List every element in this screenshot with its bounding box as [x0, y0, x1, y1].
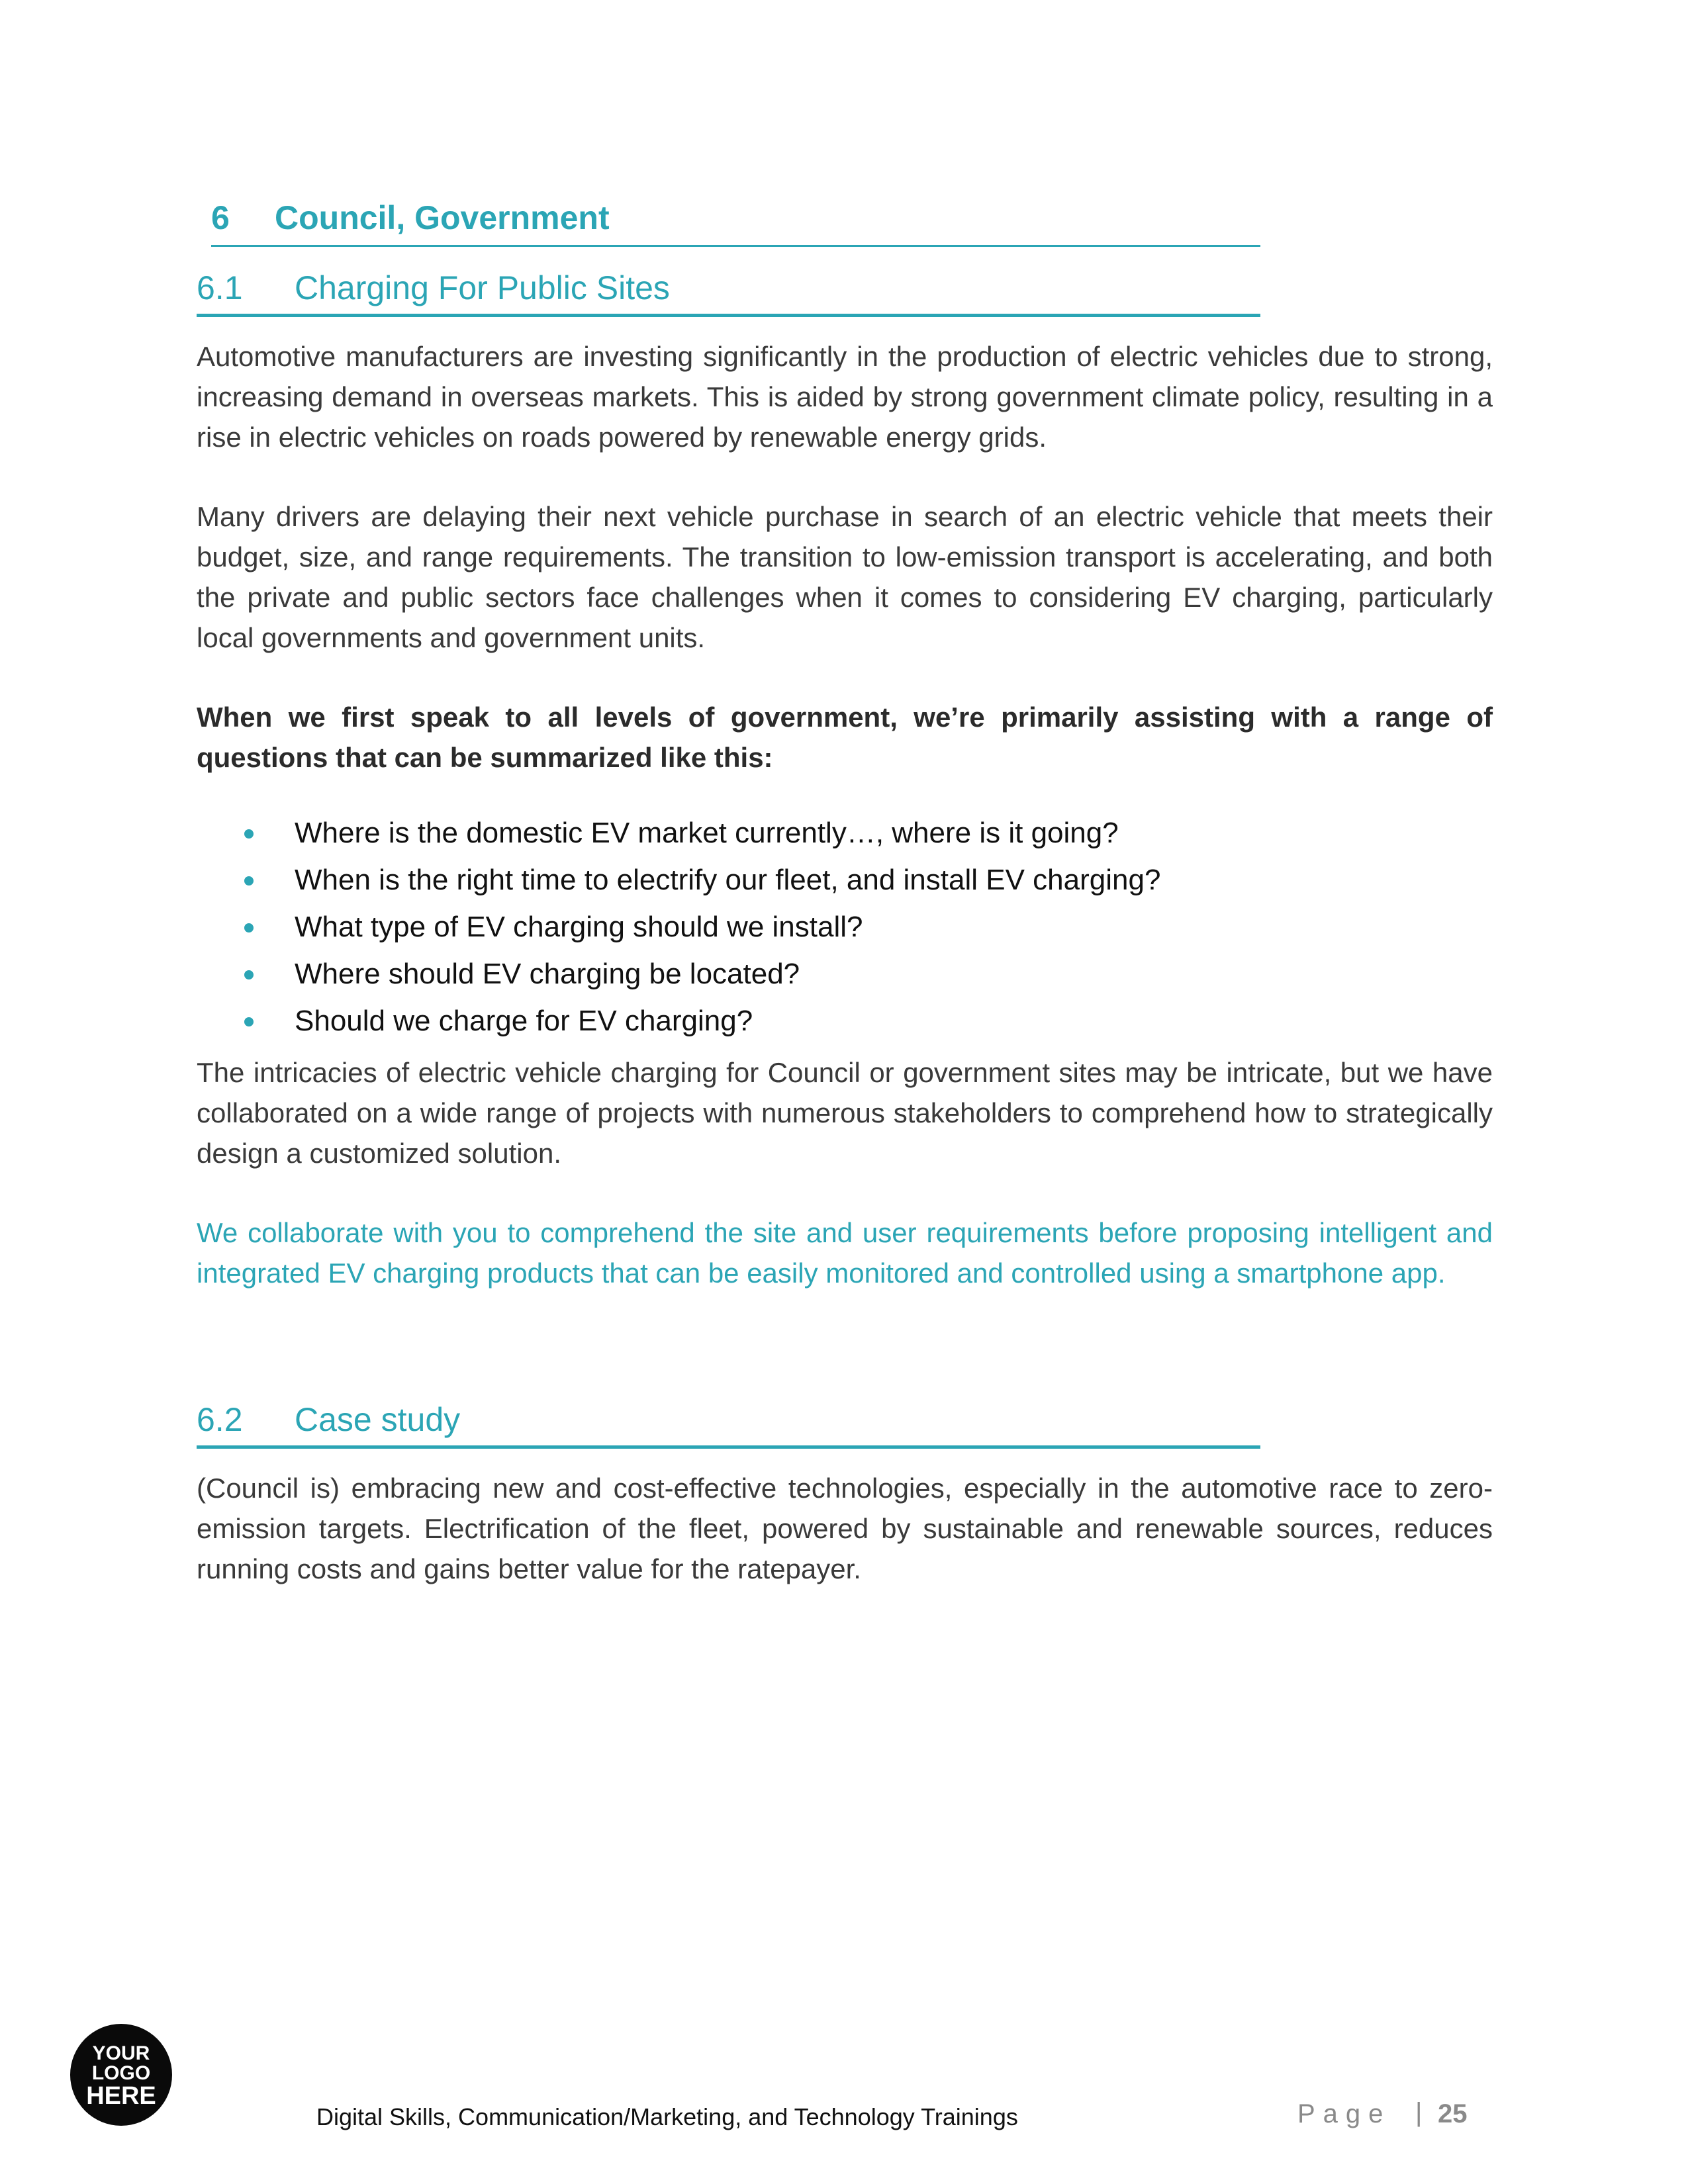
- bullet-icon: [244, 829, 254, 839]
- company-logo: YOUR LOGO HERE: [70, 2024, 172, 2126]
- list-item: When is the right time to electrify our fleet, and install EV charging?: [197, 860, 1493, 907]
- subsection-title: Charging For Public Sites: [295, 269, 670, 306]
- paragraph-case-study: (Council is) embracing new and cost-effective technologies, especially in the automotive race to zero-emission targets. Electrification of the fleet, powered by sustainable and renewable sources, reduces running costs and gains better value for the ratepayer.: [197, 1473, 1493, 1584]
- bullet-icon: [244, 876, 254, 886]
- subsection-number: 6.2: [197, 1401, 243, 1438]
- footer-title: Digital Skills, Communication/Marketing, and Technology Trainings: [316, 2103, 1018, 2130]
- paragraph-collaborate: We collaborate with you to comprehend the site and user requirements before proposing intelligent and integrated EV charging products that can be easily monitored and controlled using a smartphone app.: [197, 1217, 1493, 1289]
- section-number: 6: [211, 199, 230, 236]
- footer-page-label: Page: [1297, 2099, 1391, 2128]
- footer-page-number: 25: [1438, 2099, 1468, 2128]
- paragraph-drivers: Many drivers are delaying their next vehicle purchase in search of an electric vehicle that meets their budget, size, and range requirements. The transition to low-emission transport is accelerating, and both the private and public sectors face challenges when it comes to considering EV charging, particularly local governments and government units.: [197, 501, 1493, 653]
- bullet-icon: [244, 923, 254, 933]
- list-item: Where is the domestic EV market currently…, where is it going?: [197, 813, 1493, 860]
- list-item: Where should EV charging be located?: [197, 954, 1493, 1001]
- subsection-number: 6.1: [197, 269, 243, 306]
- section-heading: [211, 197, 1260, 247]
- paragraph-intro: Automotive manufacturers are investing significantly in the production of electric vehicles due to strong, increasing demand in overseas markets. This is aided by strong government climate policy, resulting in a rise in electric vehicles on roads powered by renewable energy grids.: [197, 341, 1493, 453]
- questions-list: [197, 813, 1493, 1048]
- paragraph-intricacies: The intricacies of electric vehicle charging for Council or government sites may be intricate, but we have collaborated on a wide range of projects with numerous stakeholders to comprehend how to strategically design a customized solution.: [197, 1057, 1493, 1169]
- footer-separator: |: [1415, 2098, 1423, 2127]
- bullet-icon: [244, 1017, 254, 1026]
- section-title: Council, Government: [275, 199, 610, 236]
- list-item: Should we charge for EV charging?: [197, 1001, 1493, 1048]
- subsection-heading-6-2: [197, 1398, 1260, 1449]
- subsection-title: Case study: [295, 1401, 461, 1438]
- subsection-heading-6-1: [197, 266, 1260, 317]
- list-item: What type of EV charging should we install?: [197, 907, 1493, 954]
- bullet-icon: [244, 970, 254, 979]
- paragraph-questions-intro: When we first speak to all levels of government, we’re primarily assisting with a range of questions that can be summarized like this:: [197, 702, 1493, 773]
